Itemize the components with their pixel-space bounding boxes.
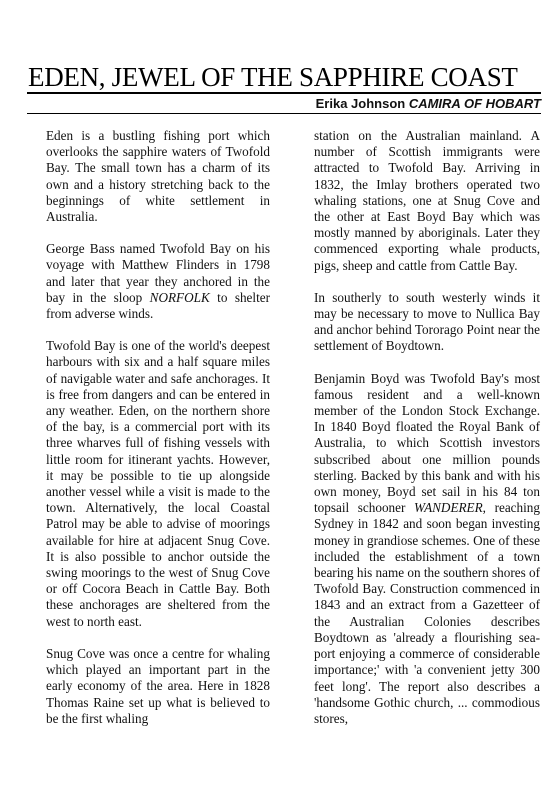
byline-publication: CAMIRA OF HOBART <box>408 96 541 111</box>
byline-rule <box>27 113 541 114</box>
paragraph: Eden is a bustling fishing port which overlooks the sapphire waters of Twofold Bay. The small town has a charm of its own and a history stretching back to the beginnings of white settlement in Australia. <box>46 128 270 225</box>
ship-name: WANDERER <box>414 500 483 516</box>
paragraph: Snug Cove was once a centre for whaling which played an important part in the early economy of the area. Here in 1828 Thomas Raine set up what is believed to be the first whaling <box>46 645 270 726</box>
paragraph: station on the Australian mainland. A number of Scottish immigrants were attracted to Twofold Bay. Arriving in 1832, the Imlay brothers operated two whaling stations, one at Snug Cove and the other at East Boyd Bay which was mostly manned by aboriginals. Later they commenced exporting whale products, pigs, sheep and cattle from Cattle Bay. <box>314 128 540 273</box>
paragraph: In southerly to south westerly winds it may be necessary to move to Nullica Bay and anchor behind Tororago Point near the settlement of Boydtown. <box>314 289 540 354</box>
byline-author: Erika Johnson <box>315 96 406 111</box>
right-column <box>314 128 540 727</box>
left-column <box>46 128 270 727</box>
paragraph: Benjamin Boyd was Twofold Bay's most famous resident and a well-known member of the London Stock Exchange. In 1840 Boyd floated the Royal Bank of Australia, to which Scottish investors subscribed about one million pounds sterling. Backed by this bank and with his own money, Boyd set sail in his 84 ton topsail schooner WANDERER, reaching Sydney in 1842 and soon began investing money in grandiose schemes. One of these included the establishment of a town bearing his name on the southern shores of Twofold Bay. Construction commenced in 1843 and an extract from a Gazetteer of the Australian Colonies describes Boydtown as 'already a flourishing sea-port enjoying a commerce of considerable importance;' with 'a convenient jetty 300 feet long'. The report also describes a 'handsome Gothic church, ... commodious stores, <box>314 370 540 726</box>
paragraph: George Bass named Twofold Bay on his voyage with Matthew Flinders in 1798 and later that year they anchored in the bay in the sloop NORFOLK to shelter from adverse winds. <box>46 241 270 322</box>
title-rule <box>27 92 541 94</box>
article-title: EDEN, JEWEL OF THE SAPPHIRE COAST <box>28 62 518 92</box>
ship-name: NORFOLK <box>149 289 210 305</box>
paragraph: Twofold Bay is one of the world's deepest harbours with six and a half square miles of navigable water and safe anchorages. It is free from dangers and can be entered in any weather. Eden, on the northern shore of the bay, is a commercial port with its three wharves full of fishing vessels with little room for itinerant yachts. However, it may be possible to tie up alongside another vessel while a visit is made to the town. Alternatively, the local Coastal Patrol may be able to advise of moorings available for hire at adjacent Snug Cove. It is also possible to anchor outside the swing moorings to the west of Snug Cove or off Cocora Beach in Cattle Bay. Both these anchorages are sheltered from the west to north east. <box>46 338 270 629</box>
byline <box>316 96 541 112</box>
